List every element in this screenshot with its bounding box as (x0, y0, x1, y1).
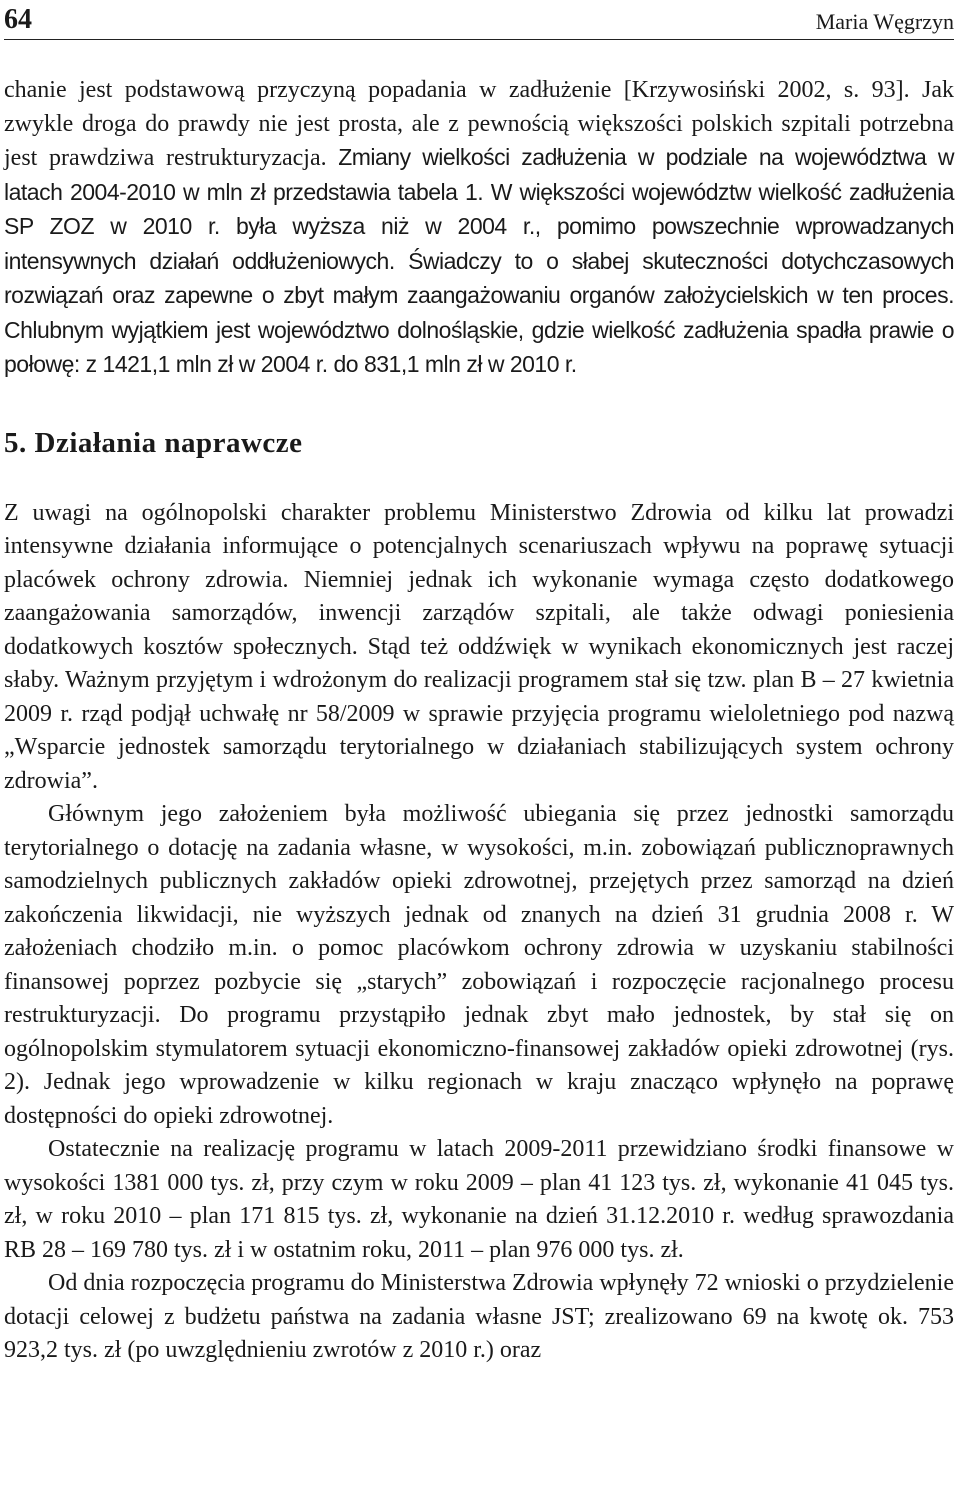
section-paragraph-2: Głównym jego założeniem była możliwość ubiegania się przez jednostki samorządu terytorialnego o dotację na zadania własne, w wysokości, m.in. zobowiązań publicznoprawnych samodzielnych publicznych zakładów opieki zdrowotnej, przejętych przez samorząd na dzień zakończenia likwidacji, nie wyższych jednak od znanych na dzień 31 grudnia 2008 r. W założeniach chodziło m.in. o pomoc placówkom ochrony zdrowia w uzyskaniu stabilności finansowej poprzez pozbycie się „starych” zobowiązań i rozpoczęcie racjonalnego procesu restrukturyzacji. Do programu przystąpiło jednak zbyt mało jednostek, by stał się on ogólnopolskim stymulatorem sytuacji ekonomiczno-finansowej zakładów opieki zdrowotnej (rys. 2). Jednak jego wprowadzenie w kilku regionach w kraju znacząco wpłynęło na poprawę dostępności do opieki zdrowotnej. (4, 801, 954, 1129)
section-paragraph-3: Ostatecznie na realizację programu w latach 2009-2011 przewidziano środki finansowe w wysokości 1381 000 tys. zł, przy czym w roku 2009 – plan 41 123 tys. zł, wykonanie 41 045 tys. zł, w roku 2010 – plan 171 815 tys. zł, wykonanie na dzień 31.12.2010 r. według sprawozdania RB 28 – 169 780 tys. zł i w ostatnim roku, 2011 – plan 976 000 tys. zł. (4, 1136, 954, 1263)
running-head-author: Maria Węgrzyn (815, 9, 954, 34)
intro-sans-text: Zmiany wielkości zadłużenia w podziale na województwa w latach 2004-2010 w mln zł przedstawia tabela 1. W większości województw wielkość zadłużenia SP ZOZ w 2010 r. była wyższa niż w 2004 r., pomimo powszechnie wprowadzanych intensywnych działań oddłużeniowych. Świadczy to o słabej skuteczności dotychczasowych rozwiązań oraz zapewne o zbyt małym zaangażowaniu organów założycielskich w ten proces. Chlubnym wyjątkiem jest województwo dolnośląskie, gdzie wielkość zadłużenia spadła prawie o połowę: z 1421,1 mln zł w 2004 r. do 831,1 mln zł w 2010 r. (4, 144, 955, 377)
page-number: 64 (4, 4, 32, 35)
section-paragraph-1: Z uwagi na ogólnopolski charakter problemu Ministerstwo Zdrowia od kilku lat prowadzi intensywne działania informujące o potencjalnych scenariuszach wpływu na poprawę sytuacji placówek ochrony zdrowia. Niemniej jednak ich wykonanie wymaga często dodatkowego zaangażowania samorządów, inwencji zarządów szpitali, ale także odwagi poniesienia dodatkowych kosztów społecznych. Stąd też oddźwięk w wynikach ekonomicznych jest raczej słaby. Ważnym przyjętym i wdrożonym do realizacji programem stał się tzw. plan B – 27 kwietnia 2009 r. rząd podjął uchwałę nr 58/2009 w sprawie przyjęcia programu wieloletniego pod nazwą „Wsparcie jednostek samorządu terytorialnego w działaniach stabilizujących system ochrony zdrowia”. (4, 499, 954, 794)
section-heading: 5. Działania naprawcze (4, 426, 303, 459)
page-header (4, 0, 954, 40)
intro-paragraph (4, 74, 954, 383)
intro-serif-text: chanie jest podstawową przyczyną popadania w zadłużenie [Krzywosiński 2002, s. 93]. Jak zwykle droga do prawdy nie jest prosta, ale z pewnością większości polskich szpitali potrzebna jest prawdziwa restrukturyzacja. (4, 77, 954, 171)
section-paragraph-4: Od dnia rozpoczęcia programu do Ministerstwa Zdrowia wpłynęły 72 wnioski o przydzielenie dotacji celowej z budżetu państwa na zadania własne JST; zrealizowano 69 na kwotę ok. 753 923,2 tys. zł (po uwzględnieniu zwrotów z 2010 r.) oraz (4, 1270, 954, 1363)
